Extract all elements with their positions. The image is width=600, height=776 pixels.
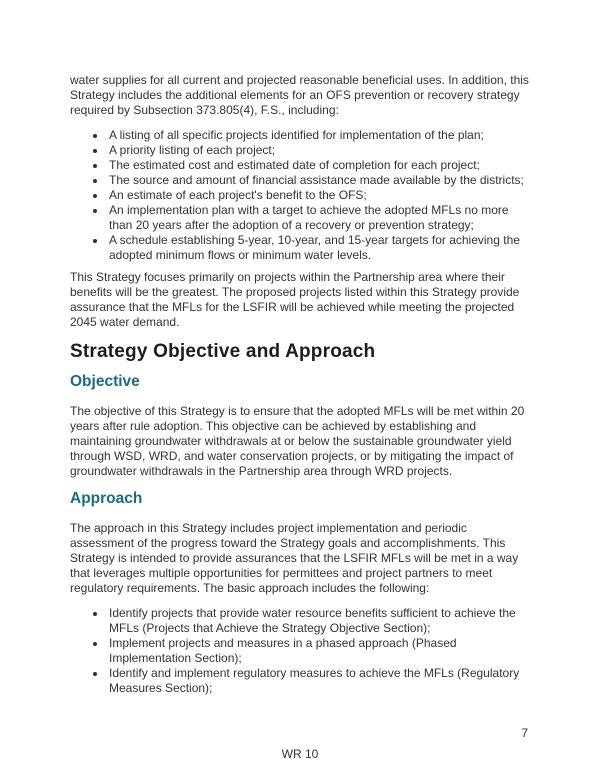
list-item: • Implement projects and measures in a phased approach (Phased Implementation Section);: [107, 636, 534, 666]
list-item: • Identify projects that provide water resource benefits sufficient to achieve the MFLs (Projects that Achieve the Strategy Objective Section);: [107, 606, 534, 636]
list-item: • An estimate of each project's benefit to the OFS;: [107, 188, 534, 203]
bullet-list-basic-approach: [70, 606, 534, 696]
bullet-list-ofs-elements: [70, 128, 534, 263]
page-number: 7: [521, 726, 528, 740]
footer-doc-code: WR 10: [281, 747, 319, 761]
list-item: • The source and amount of financial assistance made available by the districts;: [107, 173, 534, 188]
section-heading-strategy-objective-and-approach: Strategy Objective and Approach: [70, 341, 376, 362]
subsection-heading-approach: Approach: [70, 490, 143, 507]
paragraph-approach: The approach in this Strategy includes project implementation and periodic assessment of the progress toward the Strategy goals and accomplishments. This Strategy is intended to provide assurances that the LSFIR MFLs will be met in a way that leverages multiple opportunities for permittees and project partners to meet regulatory requirements. The basic approach includes the following:: [70, 521, 519, 595]
list-item: • An implementation plan with a target to achieve the adopted MFLs no more than 20 years after the adoption of a recovery or prevention strategy;: [107, 203, 534, 233]
list-item: • The estimated cost and estimated date of completion for each project;: [107, 158, 534, 173]
list-item: • A schedule establishing 5-year, 10-year, and 15-year targets for achieving the adopted minimum flows or minimum water levels.: [107, 233, 534, 263]
subsection-heading-objective: Objective: [70, 373, 140, 390]
paragraph-strategy-focus: This Strategy focuses primarily on projects within the Partnership area where their benefits will be the greatest. The proposed projects listed within this Strategy provide assurance that the MFLs for the LSFIR will be achieved while meeting the projected 2045 water demand.: [70, 270, 520, 329]
paragraph-intro: water supplies for all current and projected reasonable beneficial uses. In addition, this Strategy includes the additional elements for an OFS prevention or recovery strategy required by Subsection 373.805(4), F.S., including:: [70, 73, 529, 117]
list-item: • A priority listing of each project;: [107, 143, 534, 158]
paragraph-objective: The objective of this Strategy is to ensure that the adopted MFLs will be met within 20 years after rule adoption. This objective can be achieved by establishing and maintaining groundwater withdrawals at or below the sustainable groundwater yield through WSD, WRD, and water conservation projects, or by mitigating the impact of groundwater withdrawals in the Partnership area through WRD projects.: [70, 404, 525, 478]
list-item: • Identify and implement regulatory measures to achieve the MFLs (Regulatory Measures Section);: [107, 666, 534, 696]
list-item: • A listing of all specific projects identified for implementation of the plan;: [107, 128, 534, 143]
